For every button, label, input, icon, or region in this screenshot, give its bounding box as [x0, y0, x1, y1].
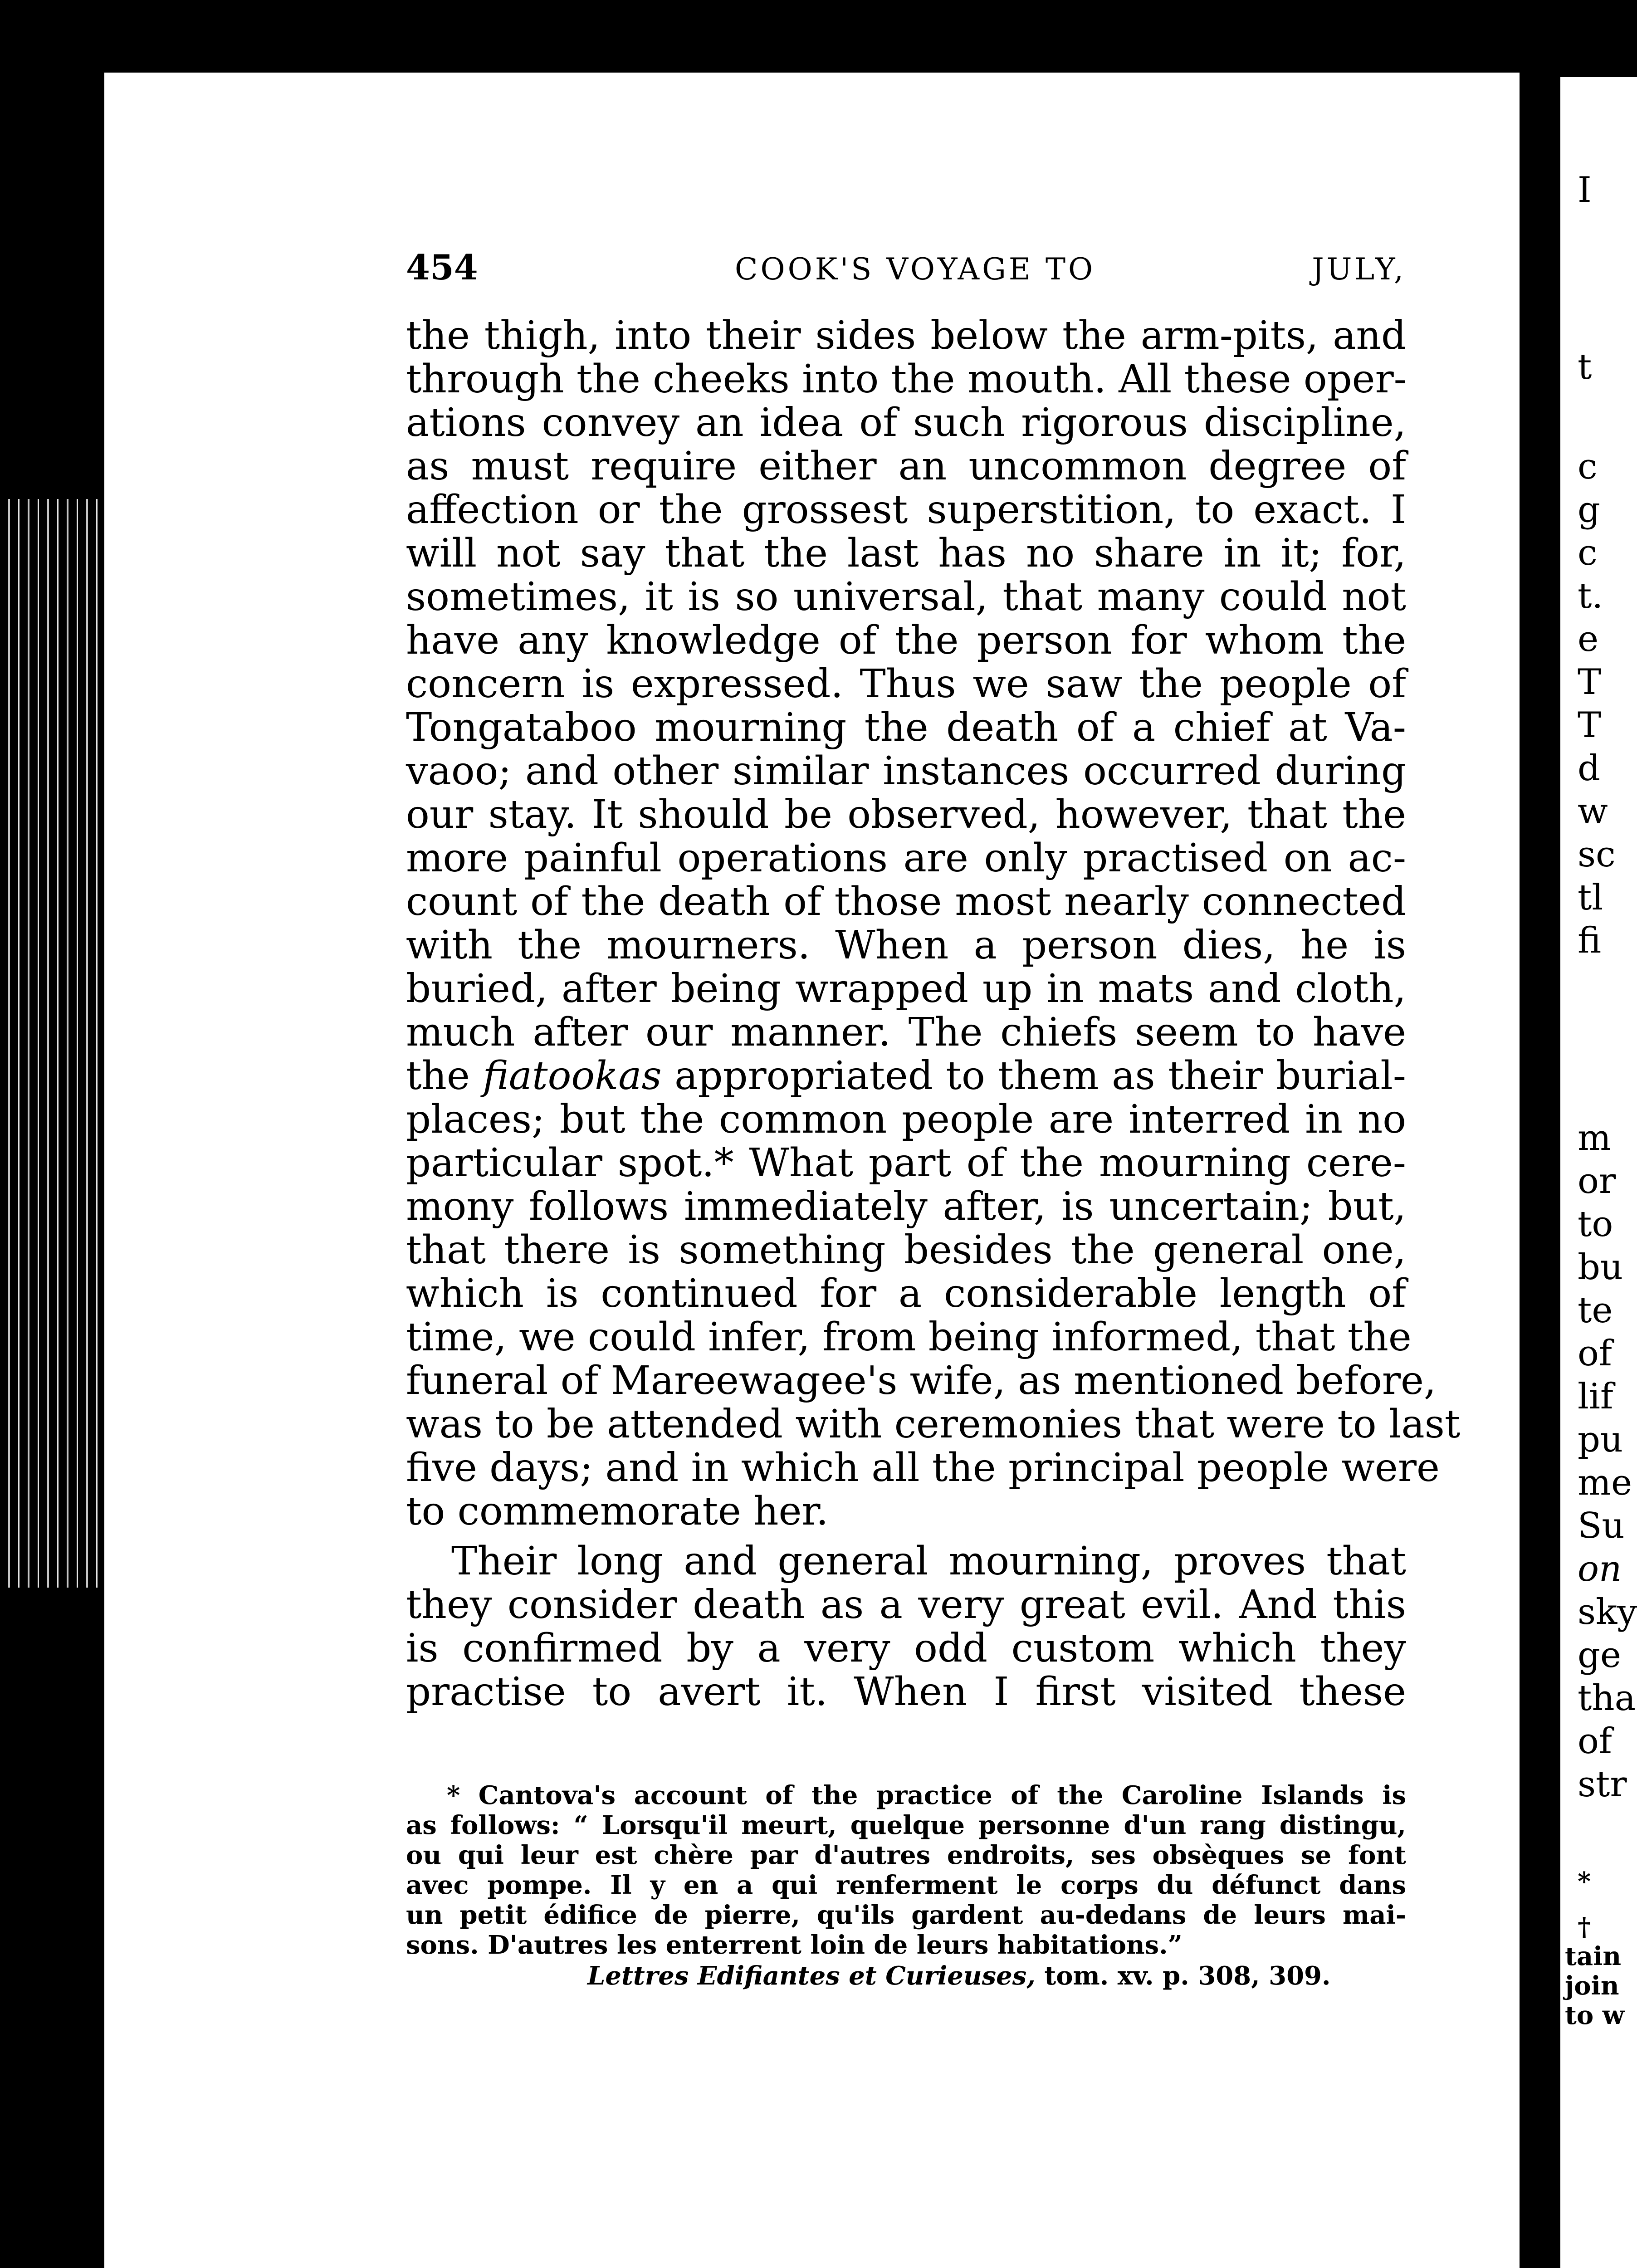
citation-volume: tom. xv. p. 308, 309. — [1035, 1961, 1331, 1991]
running-month: JULY, — [1312, 252, 1406, 287]
facing-fragment: tha — [1578, 1678, 1636, 1719]
text-line: time, we could infer, from being informed, that the — [406, 1315, 1412, 1360]
footnote — [406, 1780, 1406, 1992]
text-line: our stay. It should be observed, however, that the — [406, 792, 1406, 837]
text-line: the thigh, into their sides below the arm-pits, and — [406, 313, 1406, 358]
text-line: much after our manner. The chiefs seem to have — [406, 1010, 1406, 1055]
facing-fragment: c — [1578, 533, 1598, 573]
facing-fragment: pu — [1578, 1419, 1623, 1460]
text-line: the fiatookas appropriated to them as their burial- — [406, 1053, 1406, 1099]
facing-fragment: to w — [1565, 2000, 1624, 2030]
facing-page-edge — [1560, 77, 1637, 2268]
text-line: count of the death of those most nearly connected — [406, 879, 1406, 924]
text-line: to commemorate her. — [406, 1489, 829, 1534]
facing-fragment: e — [1578, 619, 1599, 660]
facing-fragment: t. — [1578, 576, 1603, 616]
page-number: 454 — [406, 247, 478, 288]
facing-fragment: g — [1578, 489, 1600, 530]
facing-fragment: t — [1578, 347, 1592, 387]
text-line: was to be attended with ceremonies that were to last — [406, 1402, 1461, 1447]
text-line: is confirmed by a very odd custom which they — [406, 1626, 1406, 1671]
footnote-line: sons. D'autres les enterrent loin de leurs habitations.” — [406, 1930, 1183, 1960]
facing-fragment: lif — [1578, 1376, 1613, 1417]
text-line: with the mourners. When a person dies, he is — [406, 923, 1406, 968]
running-title: COOK'S VOYAGE TO — [735, 252, 1096, 287]
text-line: practise to avert it. When I first visited these — [406, 1669, 1406, 1715]
text-line: they consider death as a very great evil. And this — [406, 1582, 1406, 1628]
facing-fragment: str — [1578, 1764, 1627, 1805]
facing-fragment: c — [1578, 446, 1598, 487]
text-line: ations convey an idea of such rigorous discipline, — [406, 400, 1406, 445]
text-line: particular spot.* What part of the mourning cere- — [406, 1140, 1406, 1186]
text-line: which is continued for a considerable length of — [406, 1271, 1406, 1316]
facing-fragment: te — [1578, 1290, 1613, 1331]
facing-fragment: to — [1578, 1204, 1613, 1245]
facing-fragment: sky — [1578, 1592, 1637, 1633]
facing-fragment: T — [1578, 705, 1602, 746]
footnote-line: as follows: “ Lorsqu'il meurt, quelque personne d'un rang distingu, — [406, 1810, 1406, 1840]
facing-fragment: w — [1578, 791, 1608, 832]
text-line: more painful operations are only practised on ac- — [406, 836, 1406, 881]
footnote-line: ou qui leur est chère par d'autres endroits, ses obsèques se font — [406, 1840, 1406, 1870]
facing-fragment: of — [1578, 1721, 1612, 1762]
text-line: places; but the common people are interred in no — [406, 1097, 1406, 1142]
facing-fragment: me — [1578, 1462, 1632, 1503]
text-line: Their long and general mourning, proves that — [451, 1539, 1406, 1584]
facing-fragment: sc — [1578, 834, 1616, 875]
text-line: funeral of Mareewagee's wife, as mentioned before, — [406, 1358, 1437, 1403]
footnote-line: un petit édifice de pierre, qu'ils gardent au-dedans de leurs mai- — [406, 1900, 1406, 1930]
text-line: as must require either an uncommon degree of — [406, 444, 1406, 489]
text-line: have any knowledge of the person for whom the — [406, 618, 1406, 663]
text-line: through the cheeks into the mouth. All these oper- — [406, 357, 1407, 402]
facing-fragment: † — [1578, 1912, 1591, 1942]
facing-fragment: bu — [1578, 1247, 1623, 1288]
body-text — [406, 313, 1461, 1715]
text-line: sometimes, it is so universal, that many could not — [406, 574, 1406, 620]
facing-fragment: d — [1578, 748, 1600, 789]
binding-gutter — [0, 499, 104, 1588]
footnote-citation — [406, 1960, 1406, 1992]
facing-fragment: join — [1565, 1971, 1619, 2001]
text-line: affection or the grossest superstition, to exact. I — [406, 487, 1406, 533]
facing-fragment: ge — [1578, 1635, 1622, 1676]
text-line: mony follows immediately after, is uncertain; but, — [406, 1184, 1406, 1229]
facing-fragment: * — [1578, 1867, 1591, 1897]
facing-fragment: m — [1578, 1118, 1611, 1158]
text-line: buried, after being wrapped up in mats and cloth, — [406, 966, 1406, 1012]
footnote-line: * Cantova's account of the practice of the Caroline Islands is — [447, 1780, 1406, 1810]
facing-fragment: of — [1578, 1333, 1612, 1374]
facing-fragment: on — [1578, 1549, 1622, 1589]
text-line: concern is expressed. Thus we saw the people of — [406, 661, 1406, 707]
italic-term: fiatookas — [483, 1053, 662, 1099]
text-line: five days; and in which all the principal people were — [406, 1445, 1440, 1491]
facing-fragment: or — [1578, 1161, 1616, 1202]
facing-fragment: fi — [1578, 920, 1602, 961]
facing-fragment: I — [1578, 170, 1592, 210]
citation-title: Lettres Edifiantes et Curieuses, — [587, 1961, 1036, 1991]
text-line: Tongataboo mourning the death of a chief at Va- — [406, 705, 1406, 750]
facing-fragment: tain — [1565, 1941, 1622, 1971]
running-header — [406, 247, 1406, 288]
footnote-line: avec pompe. Il y en a qui renferment le corps du défunct dans — [406, 1870, 1406, 1900]
facing-fragment: T — [1578, 662, 1602, 703]
text-line: that there is something besides the general one, — [406, 1227, 1406, 1273]
text-line: vaoo; and other similar instances occurred during — [406, 748, 1406, 794]
facing-fragment: Su — [1578, 1505, 1625, 1546]
text-line: will not say that the last has no share in it; for, — [406, 531, 1406, 576]
facing-fragment: tl — [1578, 877, 1603, 918]
